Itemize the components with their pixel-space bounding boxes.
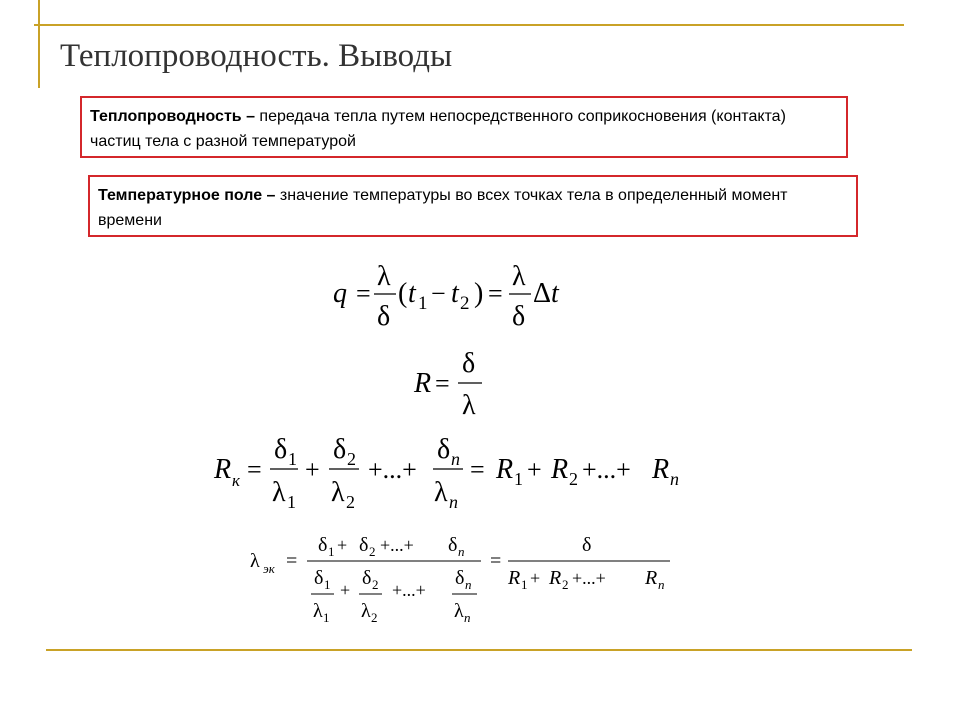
definition-dash: – — [262, 187, 280, 204]
svg-text:1: 1 — [521, 577, 528, 592]
svg-text:1: 1 — [514, 469, 523, 489]
svg-text:λ: λ — [272, 477, 286, 508]
svg-text:δ: δ — [318, 534, 328, 556]
svg-text:1: 1 — [418, 293, 428, 314]
svg-text:λ: λ — [361, 600, 371, 622]
svg-text:δ: δ — [314, 567, 324, 589]
svg-text:1: 1 — [287, 492, 296, 512]
svg-text:+: + — [527, 455, 542, 484]
svg-text:Δ: Δ — [533, 278, 552, 309]
svg-text:2: 2 — [347, 449, 356, 469]
definition-text: передача тепла путем непосредственного соприкосновения (контакта) частиц тела с разной температурой — [90, 108, 786, 150]
svg-text:−: − — [431, 279, 446, 308]
svg-text:+...+: +...+ — [380, 535, 414, 555]
formula-total-resistance — [213, 434, 679, 512]
svg-text:R: R — [645, 567, 658, 589]
svg-text:λ: λ — [462, 390, 476, 421]
svg-text:δ: δ — [377, 301, 391, 332]
svg-text:δ: δ — [455, 567, 465, 589]
svg-text:=: = — [435, 369, 450, 398]
svg-text:R: R — [551, 454, 569, 485]
svg-text:R: R — [549, 567, 562, 589]
svg-text:δ: δ — [333, 434, 347, 465]
definition-dash: – — [241, 108, 260, 125]
svg-text:=: = — [356, 279, 371, 308]
svg-text:t: t — [408, 278, 416, 309]
svg-text:n: n — [458, 544, 465, 559]
svg-text:эк: эк — [263, 561, 275, 576]
svg-text:=: = — [286, 550, 298, 572]
svg-text:δ: δ — [359, 534, 369, 556]
slide-title: Теплопроводность. Выводы — [60, 38, 453, 74]
svg-text:t: t — [551, 278, 559, 309]
definition-term: Теплопроводность — [90, 108, 242, 125]
svg-text:λ: λ — [250, 550, 260, 572]
svg-text:δ: δ — [512, 301, 526, 332]
svg-text:λ: λ — [331, 477, 345, 508]
svg-text:2: 2 — [346, 492, 355, 512]
svg-text:+...+: +...+ — [392, 580, 426, 600]
svg-text:λ: λ — [512, 261, 526, 292]
svg-text:=: = — [247, 455, 262, 484]
svg-text:1: 1 — [288, 449, 297, 469]
svg-text:n: n — [465, 577, 472, 592]
svg-text:к: к — [232, 471, 240, 490]
svg-text:=: = — [490, 550, 502, 572]
svg-text:δ: δ — [582, 534, 592, 556]
svg-text:1: 1 — [324, 577, 331, 592]
svg-text:R: R — [496, 454, 514, 485]
svg-text:+: + — [530, 568, 541, 588]
svg-text:R: R — [414, 368, 432, 399]
svg-text:=: = — [470, 455, 485, 484]
svg-text:): ) — [474, 278, 484, 309]
svg-text:δ: δ — [448, 534, 458, 556]
svg-text:2: 2 — [371, 610, 378, 625]
svg-text:δ: δ — [437, 434, 451, 465]
svg-text:+: + — [337, 535, 348, 555]
svg-text:λ: λ — [454, 600, 464, 622]
svg-text:(: ( — [398, 278, 408, 309]
svg-text:λ: λ — [434, 477, 448, 508]
svg-text:2: 2 — [460, 293, 470, 314]
svg-text:δ: δ — [362, 567, 372, 589]
definition-text: значение температуры во всех точках тела в определенный момент времени — [98, 187, 788, 229]
svg-text:=: = — [488, 279, 503, 308]
svg-text:δ: δ — [462, 348, 476, 379]
svg-text:+: + — [340, 580, 351, 600]
svg-text:δ: δ — [274, 434, 288, 465]
svg-text:t: t — [451, 278, 459, 309]
svg-text:2: 2 — [569, 469, 578, 489]
svg-text:2: 2 — [562, 577, 569, 592]
svg-text:+...+: +...+ — [368, 455, 417, 484]
formula-heat-flux — [333, 261, 560, 332]
svg-text:n: n — [658, 577, 665, 592]
definition-term: Температурное поле — [98, 187, 263, 204]
svg-text:+...+: +...+ — [572, 568, 606, 588]
formula-thermal-resistance — [413, 348, 482, 421]
svg-text:q: q — [333, 278, 347, 309]
svg-text:R: R — [214, 454, 232, 485]
svg-text:2: 2 — [372, 577, 379, 592]
svg-text:+...+: +...+ — [582, 455, 631, 484]
svg-text:1: 1 — [328, 544, 335, 559]
svg-text:n: n — [670, 469, 679, 489]
svg-text:n: n — [449, 492, 458, 512]
formula-equivalent-conductivity — [250, 534, 670, 625]
svg-text:R: R — [652, 454, 670, 485]
svg-text:R: R — [508, 567, 521, 589]
svg-text:2: 2 — [369, 544, 376, 559]
svg-text:+: + — [305, 455, 320, 484]
svg-text:1: 1 — [323, 610, 330, 625]
svg-text:λ: λ — [313, 600, 323, 622]
svg-text:λ: λ — [377, 261, 391, 292]
svg-text:n: n — [451, 449, 460, 469]
svg-text:n: n — [464, 610, 471, 625]
